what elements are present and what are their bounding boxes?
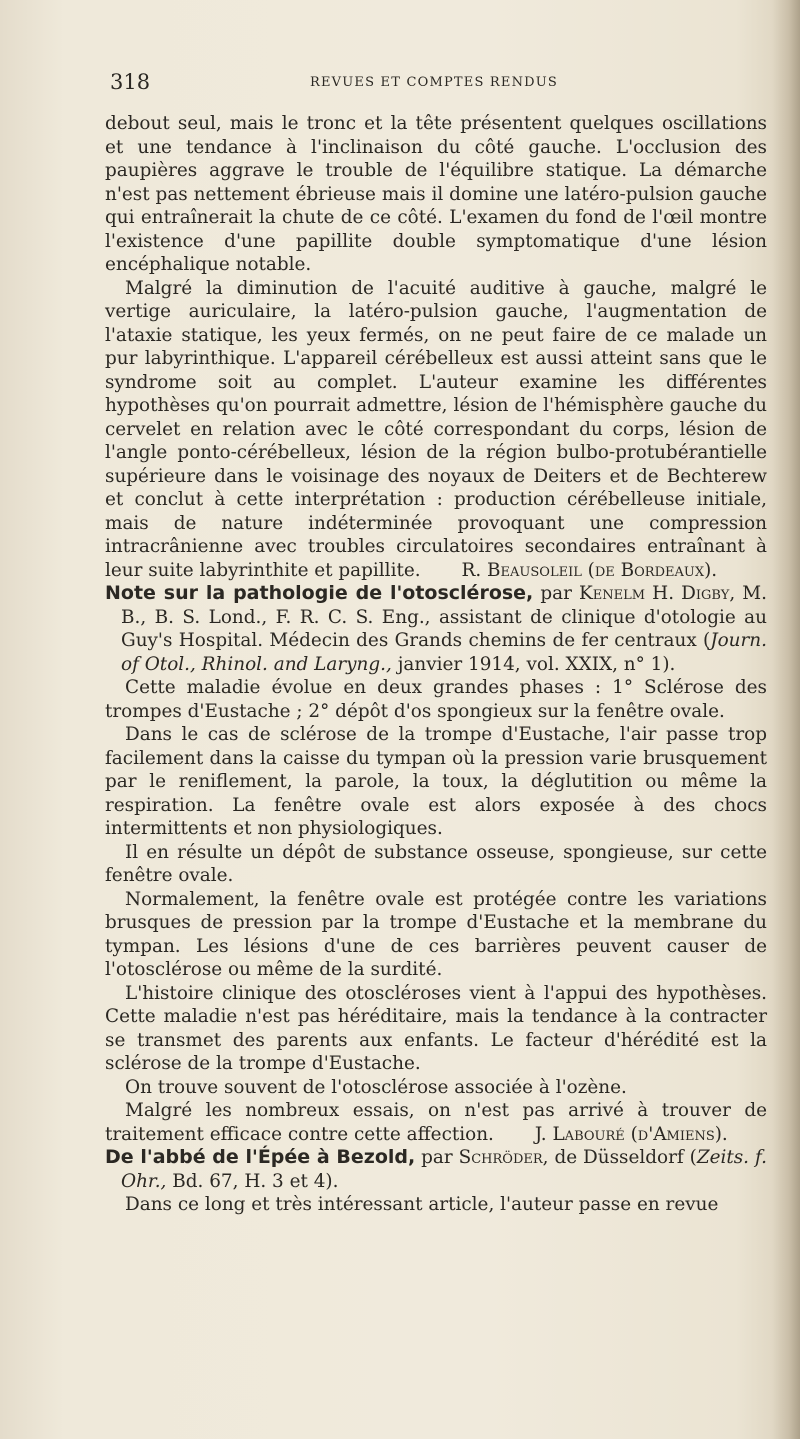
- paragraph: Normalement, la fenêtre ovale est protégée contre les variations brusques de pression par la trompe d'Eustache et la membrane du tympan. Les lésions d'une de ces barrières peuvent causer de l'otosclérose ou même de la surdité.: [105, 888, 767, 980]
- page-edge-shadow: [772, 0, 800, 1439]
- article-author: Schröder,: [458, 1147, 549, 1168]
- paragraph: Dans ce long et très intéressant article, l'auteur passe en revue: [125, 1194, 719, 1215]
- article-reference: de Düsseldorf (: [554, 1147, 697, 1168]
- paragraph: Il en résulte un dépôt de substance osseuse, spongieuse, sur cette fenêtre ovale.: [105, 841, 767, 886]
- paragraph: L'histoire clinique des otoscléroses vient à l'appui des hypothèses. Cette maladie n'est pas héréditaire, mais la tendance à la contracter se transmet des parents aux enfants. Le facteur d'hérédité est la sclérose de la trompe d'Eustache.: [105, 982, 767, 1074]
- review-signature: J. Labouré (d'Amiens).: [534, 1123, 728, 1145]
- running-head: REVUES ET COMPTES RENDUS: [310, 75, 559, 90]
- page-header: [110, 70, 750, 100]
- article-reference-end: Bd. 67, H. 3 et 4).: [172, 1170, 339, 1192]
- paragraph-continued: debout seul, mais le tronc et la tête présentent quelques oscillations et une tendance à l'inclinaison du côté gauche. L'occlusion des paupières aggrave le trouble de l'équilibre statique. La démarche n'est pas nettement ébrieuse mais il domine une latéro-pulsion gauche qui entraînerait la chute de ce côté. L'examen du fond de l'œil montre l'existence d'une papillite double symptomatique d'une lésion encéphalique notable.: [105, 113, 767, 275]
- journal-name: Journ. of Otol., Rhinol. and Laryng.,: [121, 630, 767, 675]
- paragraph: [105, 277, 767, 583]
- paragraph-text: Malgré les nombreux essais, on n'est pas arrivé à trouver de traitement efficace contre cette affection.: [105, 1100, 767, 1145]
- article-reference: M. B., B. S. Lond., F. R. C. S. Eng., assistant de clinique d'otologie au Guy's Hospital. Médecin des Grands chemins de fer centraux (: [121, 583, 767, 651]
- article-author: Kenelm H. Digby,: [579, 583, 736, 604]
- review-signature: R. Beausoleil (de Bordeaux).: [461, 559, 718, 581]
- journal-name: Zeits. f. Ohr.,: [121, 1147, 767, 1192]
- paragraph: Dans le cas de sclérose de la trompe d'Eustache, l'air passe trop facilement dans la caisse du tympan où la pression varie brusquement par le reniflement, la parole, la toux, la déglutition ou même la respiration. La fenêtre ovale est alors exposée à des chocs intermittents et non physiologiques.: [105, 724, 767, 839]
- review-entry-heading: [105, 582, 767, 676]
- paragraph: Cette maladie évolue en deux grandes phases : 1° Sclérose des trompes d'Eustache ; 2° dépôt d'os spongieux sur la fenêtre ovale.: [105, 677, 767, 722]
- article-title: Note sur la pathologie de l'otosclérose,: [105, 582, 534, 604]
- by-word: par: [540, 583, 572, 604]
- article-reference-end: janvier 1914, vol. XXIX, n° 1).: [397, 653, 676, 675]
- by-word: par: [421, 1147, 453, 1168]
- page-number: 318: [110, 70, 151, 94]
- review-entry-heading: [105, 1146, 767, 1193]
- paragraph-text: Malgré la diminution de l'acuité auditive à gauche, malgré le vertige auriculaire, la latéro-pulsion gauche, l'augmentation de l'ataxie statique, les yeux fermés, on ne peut faire de ce malade un pur labyrinthique. L'appareil cérébelleux est aussi atteint sans que le syndrome soit au complet. L'auteur examine les différentes hypothèses qu'on pourrait admettre, lésion de l'hémisphère gauche du cervelet en relation avec le côté correspondant du corps, lésion de l'angle ponto-cérébelleux, lésion de la région bulbo-protubérantielle supérieure dans le voisinage des noyaux de Deiters et de Bechterew et conclut à cette interprétation : production cérébelleuse initiale, mais de nature indéterminée provoquant une compression intracrânienne avec troubles circulatoires secondaires entraînant à leur suite labyrinthite et papillite.: [105, 277, 767, 581]
- body-text: [105, 112, 767, 1217]
- paragraph: [105, 1099, 767, 1146]
- article-title: De l'abbé de l'Épée à Bezold,: [105, 1146, 416, 1168]
- paragraph: On trouve souvent de l'otosclérose associée à l'ozène.: [125, 1076, 627, 1098]
